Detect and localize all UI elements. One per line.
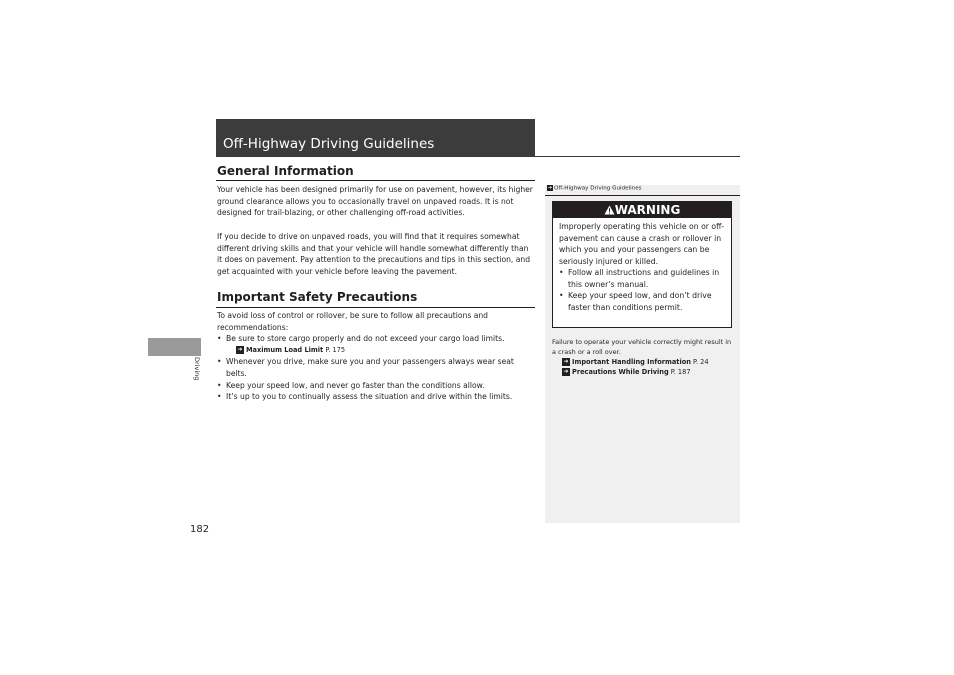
- cross-reference-title: Precautions While Driving: [572, 368, 669, 377]
- general-paragraph-2: If you decide to drive on unpaved roads, you will find that it requires somewhat different driving skills and that your vehicle will handle somewhat differently than it does on pavement. Pay attention to the precautions and tips in this section, and get acquainted with your vehicle before leaving the pavement.: [217, 231, 531, 276]
- list-item: [217, 391, 535, 403]
- safety-bullet-list: [217, 333, 535, 403]
- bullet-text: Whenever you drive, make sure you and your passengers always wear seat belts.: [226, 357, 514, 378]
- list-item: [559, 267, 725, 290]
- list-item: [559, 290, 725, 313]
- note-icon: ➜: [547, 185, 553, 191]
- warning-triangle-icon: [604, 205, 615, 215]
- safety-intro: To avoid loss of control or rollover, be sure to follow all precautions and recommendations:: [217, 311, 489, 332]
- list-item: [217, 333, 535, 356]
- cross-reference[interactable]: [226, 345, 535, 356]
- sidebar-note: [552, 337, 734, 377]
- page-number: 182: [190, 524, 210, 535]
- warning-header: [553, 202, 731, 218]
- warning-label: WARNING: [614, 203, 681, 217]
- cross-reference[interactable]: [552, 367, 734, 377]
- warning-box: [552, 201, 732, 328]
- bullet-text: Be sure to store cargo properly and do not exceed your cargo load limits.: [226, 334, 505, 344]
- sidebar-panel: [545, 185, 740, 523]
- list-item: [217, 380, 535, 392]
- warning-bullet-list: [559, 267, 725, 313]
- warning-text: Improperly operating this vehicle on or off-pavement can cause a crash or rollover in which you and your passengers can be seriously injured or killed.: [559, 222, 725, 266]
- general-paragraph-1: Your vehicle has been designed primarily for use on pavement, however, its higher ground clearance allows you to occasionally travel on unpaved roads. It is not designed for trail-blazing, or other challenging off-road activities.: [217, 185, 533, 218]
- bullet-text: Follow all instructions and guidelines in this owner’s manual.: [568, 268, 720, 289]
- cross-reference[interactable]: [552, 357, 734, 367]
- general-information-body: [217, 184, 535, 278]
- bullet-text: Keep your speed low, and never go faster than the conditions allow.: [226, 380, 485, 390]
- cross-reference-title: Important Handling Information: [572, 358, 691, 366]
- sidebar-heading: [547, 185, 642, 192]
- cross-reference-title: Maximum Load Limit: [246, 346, 324, 355]
- arrow-right-icon: ➜: [563, 358, 569, 365]
- chapter-label: Driving: [193, 357, 201, 381]
- bullet-text: It’s up to you to continually assess the situation and drive within the limits.: [226, 392, 513, 402]
- cross-reference-page: P. 24: [693, 358, 709, 366]
- arrow-right-icon: ➜: [563, 368, 569, 376]
- sidebar-note-text: Failure to operate your vehicle correctly might result in a crash or a roll over.: [552, 338, 732, 356]
- cross-reference-page: P. 175: [325, 346, 346, 355]
- cross-reference-page: P. 187: [670, 368, 691, 377]
- sidebar-heading-rule: [545, 195, 740, 196]
- sidebar-heading-text: Off-Highway Driving Guidelines: [554, 185, 642, 192]
- warning-body: [553, 218, 731, 313]
- general-information-rule: [216, 180, 535, 181]
- chapter-tab: [148, 338, 201, 356]
- header-rule: [216, 156, 740, 157]
- safety-precautions-heading: Important Safety Precautions: [217, 290, 418, 304]
- safety-precautions-body: [217, 310, 535, 403]
- bullet-text: Keep your speed low, and don’t drive faster than conditions permit.: [568, 291, 712, 312]
- safety-precautions-rule: [216, 307, 535, 308]
- page-title: Off-Highway Driving Guidelines: [223, 136, 435, 152]
- general-information-heading: General Information: [217, 164, 354, 178]
- list-item: [217, 356, 535, 379]
- arrow-right-icon: ➜: [237, 346, 243, 354]
